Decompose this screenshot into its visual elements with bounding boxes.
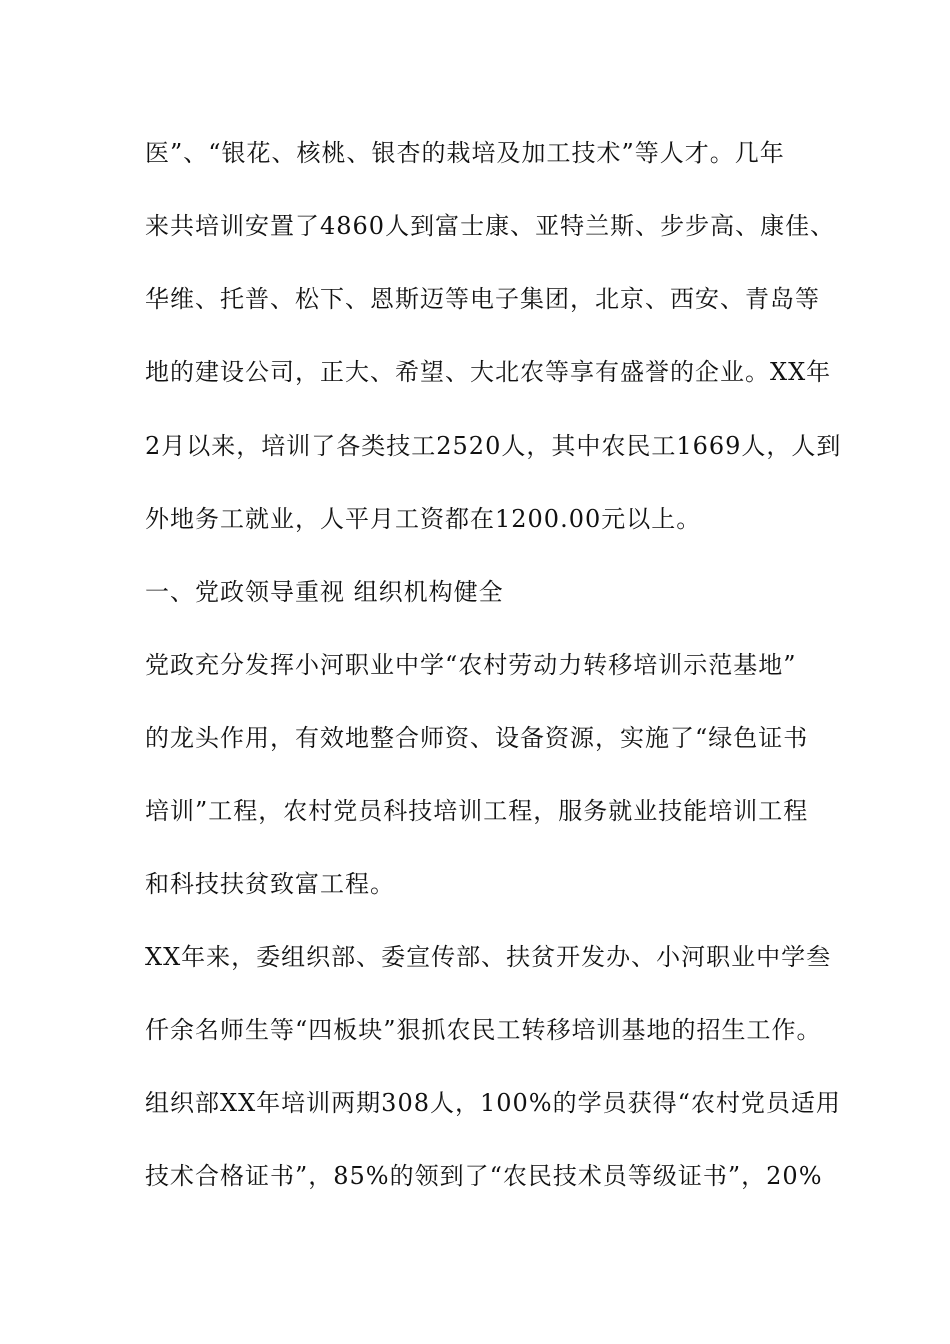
paragraph-line-6: 外地务工就业，人平月工资都在1200.00元以上。 — [145, 505, 702, 533]
paragraph-line-14: 组织部XX年培训两期308人，100%的学员获得“农村党员适用 — [145, 1089, 841, 1117]
paragraph-line-15: 技术合格证书”，85%的领到了“农民技术员等级证书”，20% — [145, 1162, 823, 1190]
paragraph-line-12: XX年来，委组织部、委宣传部、扶贫开发办、小河职业中学叁 — [145, 943, 832, 971]
paragraph-line-11: 和科技扶贫致富工程。 — [145, 870, 395, 898]
section-heading: 一、党政领导重视 组织机构健全 — [145, 578, 504, 606]
paragraph-line-8: 党政充分发挥小河职业中学“农村劳动力转移培训示范基地” — [145, 651, 797, 679]
paragraph-line-13: 仟余名师生等“四板块”狠抓农民工转移培训基地的招生工作。 — [145, 1016, 822, 1044]
paragraph-line-9: 的龙头作用，有效地整合师资、设备资源，实施了“绿色证书 — [145, 724, 809, 752]
paragraph-line-2: 来共培训安置了4860人到富士康、亚特兰斯、步步高、康佳、 — [145, 212, 836, 240]
paragraph-line-10: 培训”工程，农村党员科技培训工程，服务就业技能培训工程 — [145, 797, 809, 825]
paragraph-line-3: 华维、托普、松下、恩斯迈等电子集团，北京、西安、青岛等 — [145, 285, 820, 313]
paragraph-line-5: 2月以来，培训了各类技工2520人，其中农民工1669人，人到 — [145, 432, 842, 460]
paragraph-line-4: 地的建设公司，正大、希望、大北农等享有盛誉的企业。XX年 — [145, 358, 832, 386]
paragraph-line-1: 医”、“银花、核桃、银杏的栽培及加工技术”等人才。几年 — [145, 139, 785, 167]
